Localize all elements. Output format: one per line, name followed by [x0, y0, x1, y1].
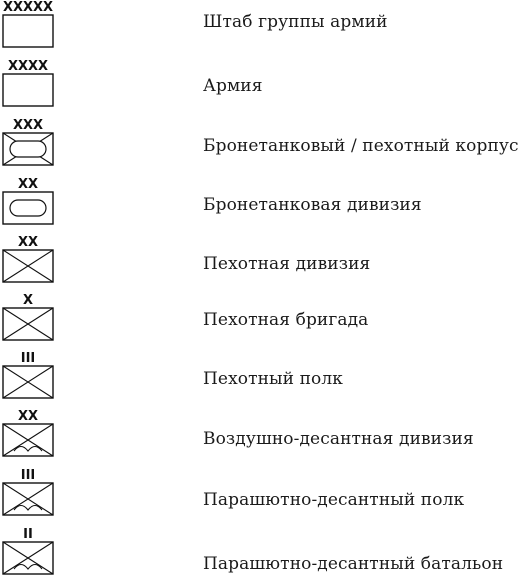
- unit-symbol: [0, 468, 60, 524]
- unit-label: Бронетанковая дивизия: [203, 195, 422, 215]
- infantry-cross-mark: [3, 366, 53, 398]
- legend-row: [0, 527, 527, 583]
- airborne-wings-mark: [14, 447, 42, 452]
- unit-frame: [3, 74, 53, 106]
- echelon-marker: XX: [17, 177, 39, 192]
- legend-row: [0, 118, 527, 174]
- unit-symbol: [0, 59, 60, 115]
- echelon-marker: X: [22, 293, 34, 308]
- infantry-cross-mark: [3, 250, 53, 282]
- echelon-marker: XXXX: [7, 59, 49, 74]
- unit-symbol-graphic: [0, 351, 60, 411]
- echelon-marker: II: [23, 527, 33, 542]
- unit-symbol: [0, 351, 60, 407]
- legend-row: [0, 59, 527, 115]
- unit-symbol-graphic: [0, 468, 60, 528]
- unit-label: Пехотная бригада: [203, 310, 369, 330]
- echelon-marker: XX: [17, 409, 39, 424]
- unit-label: Парашютно-десантный полк: [203, 490, 465, 510]
- unit-symbol-graphic: [0, 0, 60, 60]
- legend-row: [0, 0, 527, 56]
- unit-frame: [3, 15, 53, 47]
- legend-row: [0, 468, 527, 524]
- unit-symbol: [0, 118, 60, 174]
- airborne-wings-mark: [14, 506, 42, 511]
- unit-symbol-graphic: [0, 59, 60, 119]
- legend-row: [0, 409, 527, 465]
- echelon-marker: XXX: [12, 118, 44, 133]
- unit-symbol: [0, 0, 60, 56]
- infantry-cross-mark: [3, 308, 53, 340]
- unit-symbol-graphic: [0, 409, 60, 469]
- unit-symbol: [0, 235, 60, 291]
- unit-label: Бронетанковый / пехотный корпус: [203, 136, 519, 156]
- armor-oval-mark: [10, 200, 46, 216]
- echelon-marker: III: [20, 468, 36, 483]
- echelon-marker: XX: [17, 235, 39, 250]
- unit-symbol: [0, 409, 60, 465]
- legend-row: [0, 351, 527, 407]
- unit-symbol-graphic: [0, 293, 60, 353]
- legend-row: [0, 293, 527, 349]
- unit-label: Пехотная дивизия: [203, 254, 371, 274]
- echelon-marker: III: [20, 351, 36, 366]
- unit-label: Пехотный полк: [203, 369, 343, 389]
- legend-row: [0, 177, 527, 233]
- armor-oval-mark: [10, 141, 46, 157]
- unit-label: Парашютно-десантный батальон: [203, 554, 504, 574]
- unit-symbol-graphic: [0, 177, 60, 237]
- unit-label: Воздушно-десантная дивизия: [203, 429, 474, 449]
- unit-label: Штаб группы армий: [203, 12, 388, 32]
- unit-symbol-graphic: [0, 235, 60, 295]
- unit-symbol: [0, 527, 60, 583]
- airborne-wings-mark: [14, 565, 42, 570]
- unit-label: Армия: [203, 76, 263, 96]
- unit-symbol-graphic: [0, 527, 60, 587]
- unit-symbol-graphic: [0, 118, 60, 178]
- unit-symbol: [0, 177, 60, 233]
- legend-row: [0, 235, 527, 291]
- echelon-marker: XXXXX: [2, 0, 54, 15]
- unit-symbol: [0, 293, 60, 349]
